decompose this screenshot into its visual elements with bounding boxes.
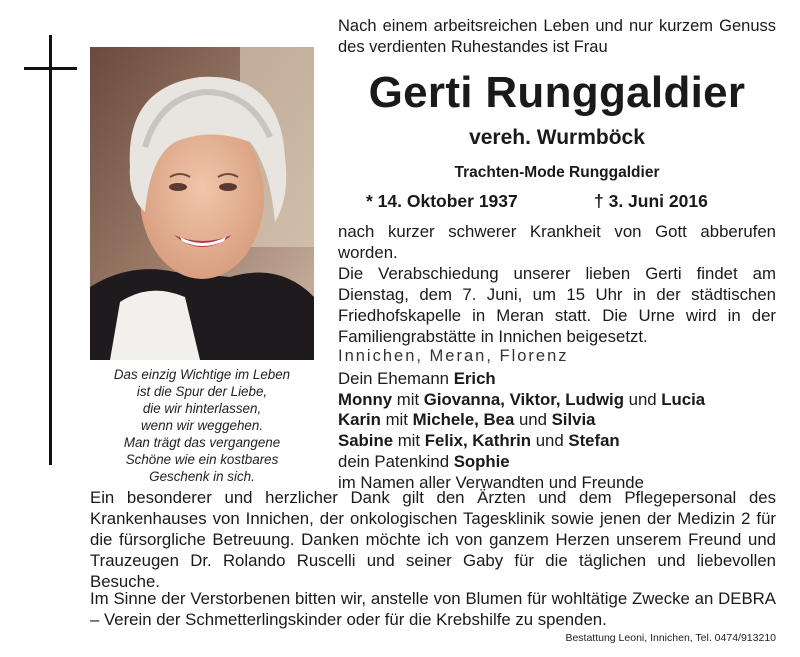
quote-line: Schöne wie ein kostbares (125, 452, 279, 467)
quote-line: ist die Spur der Liebe, (136, 384, 268, 399)
death-date: † 3. Juni 2016 (594, 191, 708, 211)
mourner-line: Dein Ehemann Erich (338, 369, 496, 388)
mourners-list (338, 369, 705, 493)
mourner-line: Karin mit Michele, Bea und Silvia (338, 410, 596, 430)
business-name: Trachten-Mode Runggaldier (454, 164, 660, 181)
intro-text: Nach einem arbeitsreichen Leben und nur kurzem Genuss des verdienten Ruhestandes ist Frau (338, 17, 776, 56)
funeral-home: Bestattung Leoni, Innichen, Tel. 0474/913210 (565, 632, 776, 644)
quote-line: Man trägt das vergangene (123, 435, 281, 450)
mourner-line: dein Patenkind Sophie (338, 451, 510, 471)
portrait-photo (90, 47, 314, 360)
cross-icon-bar (24, 67, 77, 70)
mourner-line: im Namen aller Verwandten und Freunde (338, 472, 644, 492)
thanks-paragraph: Ein besonderer und herzlicher Dank gilt den Ärzten und dem Pflegepersonal des Krankenhauses von Innichen, der onkologischen Tagesklinik sowie jenen der Medizin 2 für die fürsorgliche Betreuung. Danken möchte ich von ganzem Herzen unserem Freund und Trauzeugen Dr. Rolando Ruscelli und seiner Gaby für die täglichen und liebevollen Besuche. (90, 488, 776, 591)
mourner-line: Sabine mit Felix, Kathrin und Stefan (338, 431, 620, 451)
quote (92, 366, 312, 485)
quote-line: Das einzig Wichtige im Leben (113, 367, 291, 382)
quote-line: wenn wir weggehen. (140, 418, 264, 433)
cross-icon (49, 35, 52, 465)
deceased-name: Gerti Runggaldier (368, 68, 746, 117)
quote-line: die wir hinterlassen, (142, 401, 262, 416)
quote-line: Geschenk in sich. (149, 469, 255, 484)
birth-date: * 14. Oktober 1937 (366, 191, 518, 211)
donation-paragraph: Im Sinne der Verstorbenen bitten wir, anstelle von Blumen für wohltätige Zwecke an DEBRA – Verein der Schmetterlingskinder oder für die Krebshilfe zu spenden. (90, 589, 776, 629)
mourner-line: Monny mit Giovanna, Viktor, Ludwig und Lucia (338, 389, 706, 409)
passing-paragraph: nach kurzer schwerer Krankheit von Gott abberufen worden. (338, 222, 776, 262)
married-name: vereh. Wurmböck (469, 126, 645, 149)
farewell-paragraph: Die Verabschiedung unserer lieben Gerti findet am Dienstag, dem 7. Juni, um 15 Uhr in der städtischen Friedhofskapelle in Meran statt. Die Urne wird in der Familiengrabstätte in Innichen beigesetzt. (338, 264, 776, 346)
places: Innichen, Meran, Florenz (338, 347, 569, 365)
